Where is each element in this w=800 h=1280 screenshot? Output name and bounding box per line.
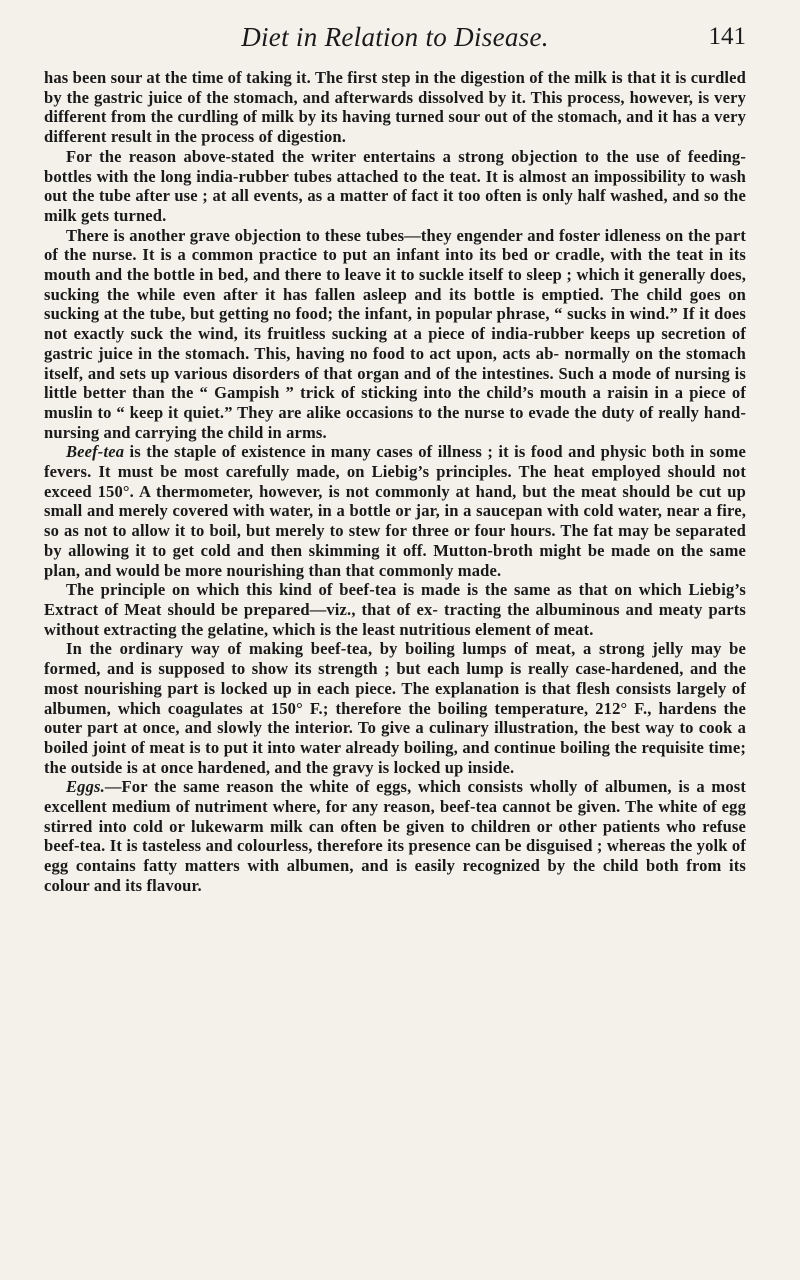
page-number: 141: [708, 23, 746, 50]
running-title: Diet in Relation to Disease.: [241, 22, 549, 52]
paragraph-eggs: Eggs.—For the same reason the white of eggs, which consists wholly of albumen, is a most excellent medium of nutriment where, for any reason, beef-tea cannot be given. The white of egg stirred into cold or lukewarm milk can often be given to children or other patients who refuse beef-tea. It is tasteless and colourless, therefore its presence can be disguised ; whereas the yolk of egg contains fatty matters with albumen, and is easily recognized by the child both from its colour and its flavour.: [44, 777, 746, 895]
body-text: [44, 68, 746, 896]
paragraph: For the reason above-stated the writer entertains a strong objection to the use of feeding-bottles with the long india-rubber tubes attached to the teat. It is almost an impossibility to wash out the tube after use ; at all events, as a matter of fact it too often is only half washed, and so the milk gets turned.: [44, 146, 746, 225]
paragraph: The principle on which this kind of beef-tea is made is the same as that on which Liebig’s Extract of Meat should be prepared—viz., that of ex- tracting the albuminous and meaty parts without extracting the gelatine, which is the least nutritious element of meat.: [44, 580, 746, 639]
paragraph-beef-tea: Beef-tea is the staple of existence in many cases of illness ; it is food and physic both in some fevers. It must be most carefully made, on Liebig’s principles. The heat employed should not exceed 150°. A thermometer, however, is not commonly at hand, but the meat should be cut up small and merely covered with water, in a bottle or jar, in a saucepan with cold water, near a fire, so as not to allow it to boil, but merely to stew for three or four hours. The fat may be separated by allowing it to get cold and then skimming it off. Mutton-broth might be made on the same plan, and would be more nourishing than that commonly made.: [44, 442, 746, 580]
paragraph: In the ordinary way of making beef-tea, by boiling lumps of meat, a strong jelly may be formed, and is supposed to show its strength ; but each lump is really case-hardened, and the most nourishing part is locked up in each piece. The explanation is that flesh consists largely of albumen, which coagulates at 150° F.; therefore the boiling temperature, 212° F., hardens the outer part at once, and slowly the interior. To give a culinary illustration, the best way to cook a boiled joint of meat is to put it into water already boiling, and continue boiling the requisite time; the outside is at once hardened, and the gravy is locked up inside.: [44, 639, 746, 777]
paragraph: has been sour at the time of taking it. The first step in the digestion of the milk is that it is curdled by the gastric juice of the stomach, and afterwards dissolved by it. This process, however, is very different from the curdling of milk by its having turned sour out of the stomach, and it has a very different result in the process of digestion.: [44, 68, 746, 147]
lead-term-eggs: Eggs.: [66, 777, 105, 797]
lead-term-beef-tea: Beef-tea: [66, 442, 125, 462]
paragraph: There is another grave objection to these tubes—they engender and foster idleness on the part of the nurse. It is a common practice to put an infant into its bed or cradle, with the teat in its mouth and the bottle in bed, and there to leave it to suckle itself to sleep ; which it generally does, sucking the while even after it has fallen asleep and its bottle is emptied. The child goes on sucking at the tube, but getting no food; the infant, in popular phrase, “ sucks in wind.” If it does not exactly suck the wind, its fruitless sucking at a piece of india-rubber keeps up secretion of gastric juice in the stomach. This, having no food to act upon, acts ab- normally on the stomach itself, and sets up various disorders of that organ and of the intestines. Such a mode of nursing is little better than the “ Gampish ” trick of sticking into the child’s mouth a raisin in a piece of muslin to “ keep it quiet.” They are alike occasions to the nurse to evade the duty of really hand-nursing and carrying the child in arms.: [44, 225, 746, 442]
page-header: [44, 10, 746, 56]
